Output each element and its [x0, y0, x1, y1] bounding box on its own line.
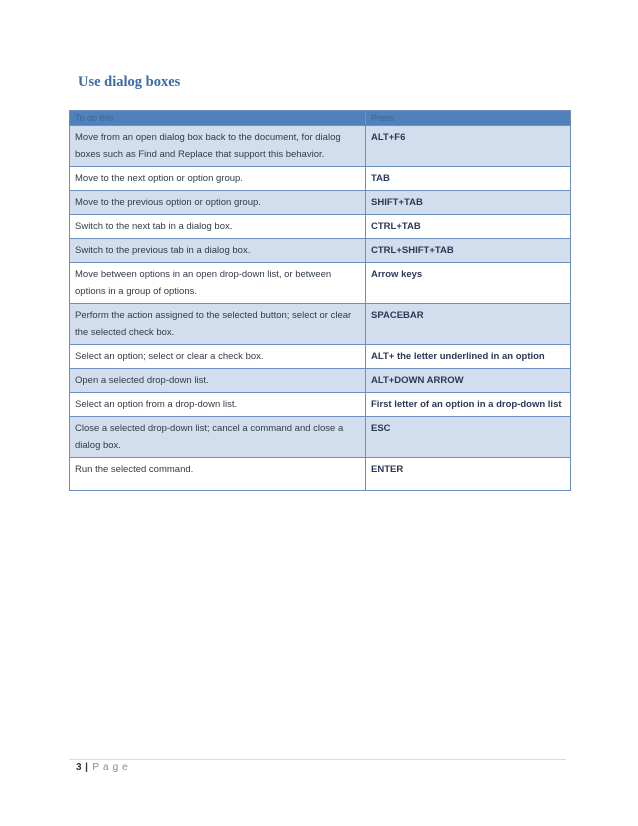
table-row — [70, 215, 571, 239]
section-heading: Use dialog boxes — [78, 74, 181, 90]
table-row — [70, 417, 571, 458]
page-label: Page — [92, 762, 132, 773]
action-cell: Open a selected drop-down list. — [70, 369, 366, 393]
shortcut-cell: CTRL+TAB — [366, 215, 571, 239]
table-row — [70, 458, 571, 491]
shortcut-cell: SPACEBAR — [366, 304, 571, 345]
table-row — [70, 239, 571, 263]
table-row — [70, 263, 571, 304]
shortcut-cell: TAB — [366, 167, 571, 191]
table-row — [70, 369, 571, 393]
column-header-keys: Press — [366, 111, 571, 126]
action-cell: Select an option; select or clear a check box. — [70, 345, 366, 369]
shortcut-cell: ALT+ the letter underlined in an option — [366, 345, 571, 369]
action-cell: Move to the previous option or option group. — [70, 191, 366, 215]
action-cell: Close a selected drop-down list; cancel a command and close a dialog box. — [70, 417, 366, 458]
shortcut-cell: ESC — [366, 417, 571, 458]
shortcut-cell: ALT+DOWN ARROW — [366, 369, 571, 393]
footer-divider — [69, 759, 566, 760]
table-row — [70, 345, 571, 369]
action-cell: Perform the action assigned to the selected button; select or clear the selected check box. — [70, 304, 366, 345]
table-row — [70, 304, 571, 345]
shortcut-cell: Arrow keys — [366, 263, 571, 304]
shortcut-cell: ENTER — [366, 458, 571, 491]
action-cell: Switch to the next tab in a dialog box. — [70, 215, 366, 239]
table-row — [70, 167, 571, 191]
shortcut-cell: SHIFT+TAB — [366, 191, 571, 215]
shortcut-cell: First letter of an option in a drop-down list — [366, 393, 571, 417]
page-number: 3 — [76, 762, 83, 773]
action-cell: Move to the next option or option group. — [70, 167, 366, 191]
table-row — [70, 393, 571, 417]
action-cell: Run the selected command. — [70, 458, 366, 491]
table-header-row — [70, 111, 571, 126]
table-row — [70, 191, 571, 215]
action-cell: Move between options in an open drop-down list, or between options in a group of options. — [70, 263, 366, 304]
shortcut-cell: CTRL+SHIFT+TAB — [366, 239, 571, 263]
shortcut-cell: ALT+F6 — [366, 126, 571, 167]
shortcuts-table — [69, 110, 571, 491]
action-cell: Select an option from a drop-down list. — [70, 393, 366, 417]
action-cell: Switch to the previous tab in a dialog box. — [70, 239, 366, 263]
column-header-action: To do this — [70, 111, 366, 126]
action-cell: Move from an open dialog box back to the document, for dialog boxes such as Find and Replace that support this behavior. — [70, 126, 366, 167]
footer-separator: | — [85, 762, 89, 773]
table-row — [70, 126, 571, 167]
page-footer — [76, 762, 132, 773]
